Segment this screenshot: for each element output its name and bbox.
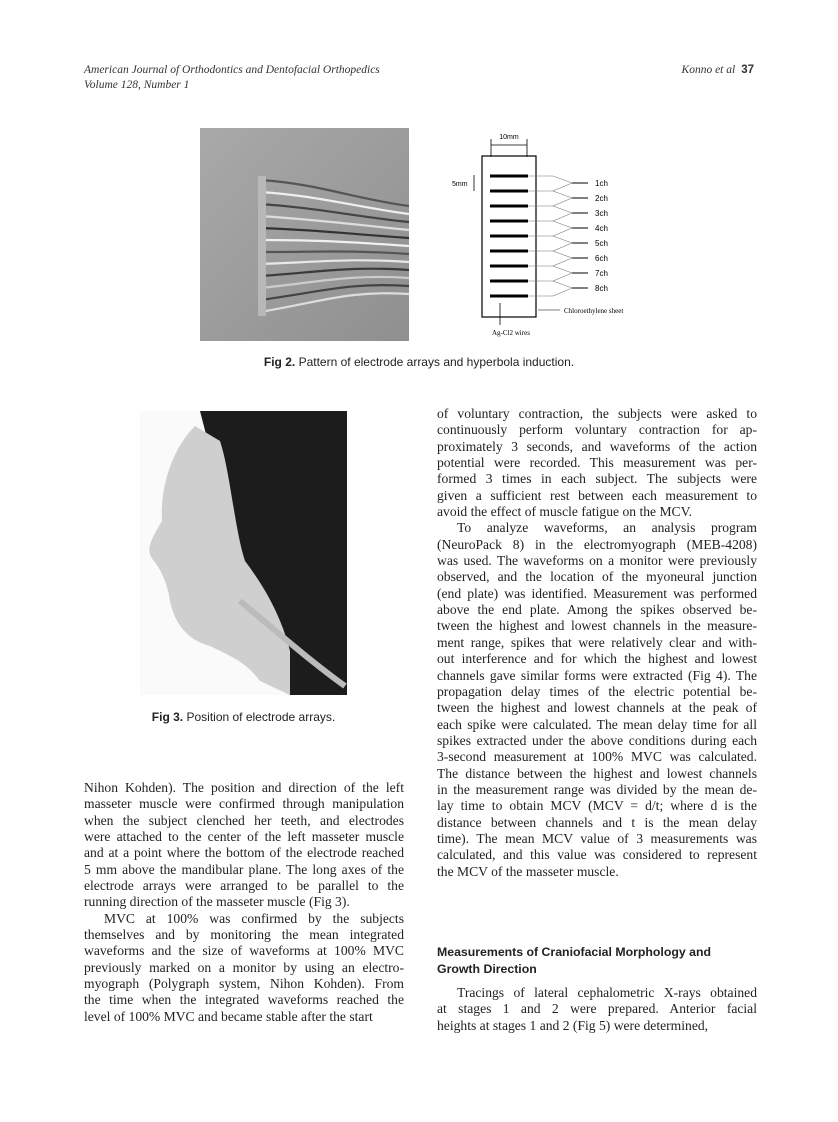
text-line: of voluntary contraction, the subjects were asked to [437, 406, 757, 421]
wires-label: Ag-Cl2 wires [492, 329, 530, 337]
electrode-array-photo [200, 128, 409, 341]
text-line: previously marked on a monitor by using an electro- [84, 959, 404, 975]
text-line: To analyze waveforms, an analysis program [457, 520, 757, 536]
authors: Konno et al [681, 64, 736, 76]
text-line: (NeuroPack 8) in the electromyograph (MEB-4208) [437, 536, 757, 552]
text-line: 3-second measurement at 100% MVC was calculated. [437, 749, 757, 765]
text-line: (end plate) was identified. Measurement was performed [437, 585, 757, 601]
electrode-diagram [440, 125, 660, 345]
electrode-bar [490, 190, 528, 193]
text-line: The distance between the highest and lowest channels [437, 765, 757, 781]
electrode-bar [490, 175, 528, 178]
text-line: Nihon Kohden). The position and direction of the left [84, 780, 404, 795]
electrode-bar [490, 265, 528, 268]
fig2-caption [0, 355, 838, 369]
text-line: tween the highest and lowest channels in the measure- [437, 618, 757, 634]
text-line: were attached to the center of the left masseter muscle [84, 829, 404, 845]
running-head [682, 64, 754, 76]
channel-label: 4ch [595, 224, 608, 233]
right-column-text [437, 406, 757, 880]
text-line: proximately 3 seconds, and waveforms of the action [437, 438, 757, 454]
electrode-bar [490, 205, 528, 208]
text-line: 5 mm above the mandibular plane. The long axes of the [84, 861, 404, 877]
channel-label: 5ch [595, 239, 608, 248]
page-number: 37 [741, 64, 754, 76]
text-line: was used. The waveforms on a monitor were previously [437, 553, 757, 569]
channel-label: 1ch [595, 179, 608, 188]
text-line: distance between channels and t is the mean delay [437, 814, 757, 830]
text-line: tween the highest and lowest channels at the peak of [437, 700, 757, 716]
journal-volume: Volume 128, Number 1 [84, 79, 190, 91]
spacing-label: 5mm [452, 181, 468, 188]
fig3-caption [140, 710, 347, 724]
text-line: themselves and by monitoring the mean integrated [84, 927, 404, 943]
text-line: level of 100% MVC and became stable after the start [84, 1008, 373, 1024]
text-line: the MCV of the masseter muscle. [437, 863, 619, 879]
heading-line: Growth Direction [437, 962, 537, 976]
electrode-bar [490, 250, 528, 253]
text-line: running direction of the masseter muscle (Fig 3). [84, 894, 350, 910]
electrode-bar [490, 295, 528, 298]
electrode-bar [490, 280, 528, 283]
text-line: channels gave similar forms were extracted (Fig 4). The [437, 667, 757, 683]
text-line: time). The mean MCV value of 3 measurements was [437, 830, 757, 846]
width-label: 10mm [499, 134, 519, 141]
channel-label: 7ch [595, 269, 608, 278]
text-line: MVC at 100% was confirmed by the subjects [104, 910, 404, 926]
text-line: avoid the effect of muscle fatigue on the MCV. [437, 504, 693, 520]
text-line: Tracings of lateral cephalometric X-rays obtained [457, 985, 757, 1000]
section-heading [437, 944, 757, 978]
subject-profile-photo [140, 411, 347, 695]
electrode-bar [490, 220, 528, 223]
text-line: heights at stages 1 and 2 (Fig 5) were determined, [437, 1017, 709, 1033]
text-line: and at a point where the bottom of the electrode reached [84, 845, 404, 861]
channel-label: 8ch [595, 284, 608, 293]
channel-label: 6ch [595, 254, 608, 263]
fig2-label: Fig 2. [263, 355, 296, 369]
text-line: the time when the integrated waveforms reached the [84, 992, 404, 1008]
text-line: when the subject clenched her teeth, and electrodes [84, 812, 404, 828]
text-line: formed 3 times in each subject. The subjects were [437, 471, 757, 487]
text-line: observed, and the location of the myoneural junction [437, 569, 757, 585]
text-line: propagation delay times of the electric potential be- [437, 683, 757, 699]
electrode-bar [490, 235, 528, 238]
channel-label: 3ch [595, 209, 608, 218]
fig2-caption-text: Pattern of electrode arrays and hyperbola induction. [298, 355, 575, 369]
fig3-caption-text: Position of electrode arrays. [186, 710, 336, 724]
right-column-text-2 [437, 985, 757, 1034]
text-line: at stages 1 and 2 were prepared. Anterior facial [437, 1001, 757, 1017]
channel-label: 2ch [595, 194, 608, 203]
text-line: waveforms and the size of waveforms at 100% MVC [84, 943, 404, 959]
left-column-text [84, 780, 404, 1025]
text-line: spikes extracted under the above conditions during each [437, 732, 757, 748]
heading-line: Measurements of Craniofacial Morphology and [437, 945, 711, 959]
text-line: masseter muscle were confirmed through manipulation [84, 796, 404, 812]
text-line: continuously perform voluntary contraction for ap- [437, 422, 757, 438]
fig3-label: Fig 3. [151, 710, 184, 724]
text-line: lay time to obtain MCV (MCV = d/t; where d is the [437, 798, 757, 814]
text-line: ment range, spikes that were relatively clear and with- [437, 634, 757, 650]
text-line: above the end plate. Among the spikes observed be- [437, 602, 757, 618]
text-line: myograph (Polygraph system, Nihon Kohden). From [84, 976, 404, 992]
journal-title: American Journal of Orthodontics and Dentofacial Orthopedics [84, 64, 380, 76]
text-line: electrode arrays were arranged to be parallel to the [84, 878, 404, 894]
text-line: each spike were calculated. The mean delay time for all [437, 716, 757, 732]
text-line: calculated, and this value was considered to represent [437, 847, 757, 863]
text-line: in the measurement range was divided by the mean de- [437, 781, 757, 797]
sheet-label: Chloroethylene sheet [564, 307, 624, 315]
text-line: potential were recorded. This measurement was per- [437, 455, 757, 471]
text-line: given a sufficient rest between each measurement to [437, 487, 757, 503]
text-line: out interference and for which the highest and lowest [437, 651, 757, 667]
